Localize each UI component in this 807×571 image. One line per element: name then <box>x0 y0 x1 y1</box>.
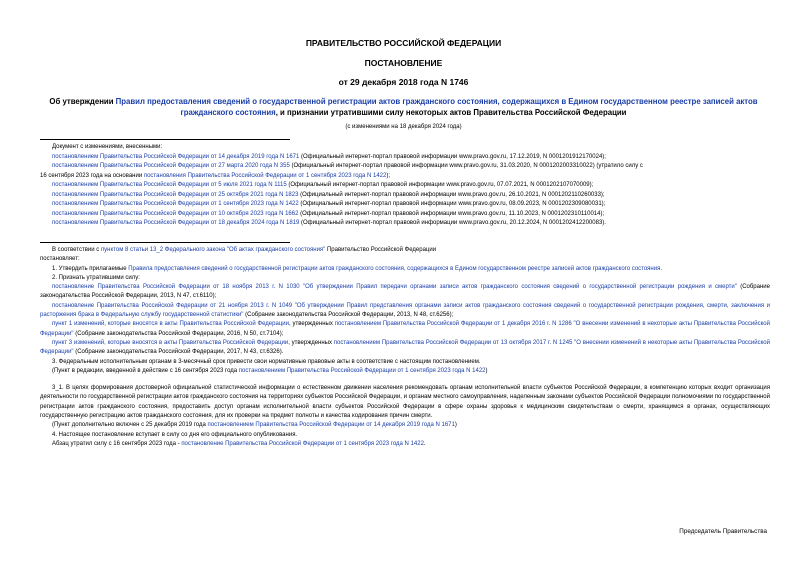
amendment-text: (Официальный интернет-портал правовой информации www.pravo.gov.ru, 26.10.2021, N 0001202110260033); <box>298 191 605 198</box>
date-number-heading: от 29 декабря 2018 года N 1746 <box>338 77 469 87</box>
paragraph-3-1: 3_1. В целях формирования достоверной официальной статистической информации о естественном движении населения рекомендовать органам исполнительной власти субъектов Российской Федерации, в компетенцию которых входит организация деятельности по государственной регистрации актов гражданского состояния на территориях субъектов Российской Федерации, и органам местного самоуправления, наделенным законами субъектов Российской Федерации полномочиями по государственной регистрации актов гражданского состояния, предоставить доступ органам исполнительной власти субъектов Российской Федерации в сфере охраны здоровья к медицинским свидетельствам о смерти, хранящимся в органах, осуществляющих государственную регистрацию актов гражданского состояния, для их проверки на предмет полноты и качества кодирования причин смерти. <box>40 385 770 420</box>
list-item <box>40 181 770 191</box>
document-body <box>40 246 770 449</box>
paragraph-3-1-note <box>40 421 770 430</box>
paragraph-4-note <box>40 440 770 449</box>
paragraph-text: . <box>423 440 426 447</box>
paragraph-text: 1. Утвердить прилагаемые <box>52 265 129 272</box>
paragraph-text: ) <box>454 422 457 429</box>
signature: Председатель Правительства <box>679 528 767 535</box>
amendments-list <box>40 143 770 229</box>
paragraph-repealed-3 <box>40 320 770 339</box>
list-item-continuation <box>40 172 770 182</box>
paragraph-repealed-1 <box>40 283 770 302</box>
amendment-note: (с изменениями на 18 декабря 2024 года) <box>345 124 462 130</box>
paragraph-text: Абзац утратил силу с 16 сентября 2023 года - <box>52 440 182 447</box>
document-title <box>40 96 767 118</box>
amendment-text: (Официальный интернет-портал правовой информации www.pravo.gov.ru, 17.12.2019, N 0001201912170024); <box>299 153 606 160</box>
paragraph-text: (Собрание законодательства Российской Федерации, 2013, N 47, ст.6110); <box>40 284 770 300</box>
amendment-link[interactable]: постановление Правительства Российской Федерации от 1 сентября 2023 года N 1422 <box>181 440 424 447</box>
paragraph-text: . <box>660 265 663 272</box>
paragraph-text: (Собрание законодательства Российской Федерации, 2017, N 43, ст.6326). <box>73 349 284 356</box>
title-suffix: , и признании утратившими силу некоторых актов Правительства Российской Федерации <box>275 108 627 117</box>
paragraph-text: (Собрание законодательства Российской Федерации, 2013, N 48, ст.6256); <box>243 312 454 319</box>
paragraph-repealed-4 <box>40 339 770 358</box>
amendment-text: (Официальный интернет-портал правовой информации www.pravo.gov.ru, 20.12.2024, N 0001202412200083). <box>299 220 606 226</box>
government-heading: ПРАВИТЕЛЬСТВО РОССИЙСКОЙ ФЕДЕРАЦИИ <box>305 38 502 48</box>
repealed-act-link[interactable]: постановление Правительства Российской Федерации от 18 ноября 2013 г. N 1030 "Об утверждении Правил передачи органами записи актов гражданского состояния сведений о государственной регистрации рождения и смерти" <box>52 284 737 291</box>
amendment-text: (Официальный интернет-портал правовой информации www.pravo.gov.ru, 07.07.2021, N 0001202107070009); <box>286 182 594 188</box>
paragraph-text: ) <box>485 367 488 374</box>
paragraph-text: (Пункт дополнительно включен с 25 декабря 2019 года <box>52 422 208 429</box>
repealed-act-link[interactable]: постановлением Правительства Российской Федерации от 1 декабря 2016 г. N 1286 "О внесении изменений в некоторые акты Правительства Российской Федерации" <box>40 321 770 337</box>
paragraph-preamble <box>40 246 770 255</box>
paragraph-1 <box>40 265 770 274</box>
divider-bottom <box>40 242 290 243</box>
repealed-act-link[interactable]: постановление Правительства Российской Федерации от 21 ноября 2013 г. N 1049 "Об утверждении Правил представления органами записи актов гражданского состояния сведений о государственной регистрации рождения, смерти, заключения и расторжения брака в Федеральную службу государственной статистики" <box>40 302 770 319</box>
paragraph-text: (Пункт в редакции, введенной в действие с 16 сентября 2023 года <box>52 367 239 374</box>
divider-top <box>40 139 290 140</box>
amendment-text: (Официальный интернет-портал правовой информации www.pravo.gov.ru, 11.10.2023, N 0001202310110014); <box>298 210 605 217</box>
list-item <box>40 219 770 229</box>
paragraph-3-note <box>40 367 770 376</box>
title-rules-link[interactable]: Правил предоставления сведений о государственной регистрации актов гражданского состояния, содержащихся в Едином государственном реестре записей актов гражданского состояния <box>115 97 758 117</box>
amendment-link[interactable]: постановлением Правительства Российской Федерации от 10 октября 2023 года N 1662 <box>52 210 299 217</box>
federal-law-link[interactable]: пунктом 8 статьи 13_2 Федерального закона "Об актах гражданского состояния" <box>100 247 326 253</box>
amendments-intro: Документ с изменениями, внесенными: <box>52 144 163 150</box>
repealed-act-link[interactable]: пункт 1 изменений, которые вносятся в акты Правительства Российской Федерации <box>52 321 289 328</box>
document-type-heading: ПОСТАНОВЛЕНИЕ <box>364 58 443 68</box>
amendment-link[interactable]: постановлением Правительства Российской Федерации от 25 октября 2021 года N 1823 <box>52 191 299 198</box>
paragraph-text: В соответствии с <box>52 247 101 253</box>
list-item <box>40 200 770 210</box>
repealed-act-link[interactable]: пункт 3 изменений, которые вносятся в акты Правительства Российской Федерации <box>52 339 289 346</box>
amendment-link[interactable]: постановлением Правительства Российской Федерации от 1 сентября 2023 года N 1422 <box>52 201 299 207</box>
amendment-link[interactable]: постановлением Правительства Российской Федерации от 14 декабря 2019 года N 1671 <box>52 153 300 160</box>
paragraph-repealed-2 <box>40 302 770 321</box>
paragraph-3: 3. Федеральным исполнительным органам в 3-месячный срок привести свои нормативные правовые акты в соответствие с настоящим постановлением. <box>52 358 481 365</box>
repealed-act-link[interactable]: постановлением Правительства Российской Федерации от 13 октября 2017 г. N 1245 "О внесении изменений в некоторые акты Правительства Российской Федерации" <box>40 339 770 356</box>
amendment-link[interactable]: постановления Правительства Российской Федерации от 1 сентября 2023 года N 1422 <box>143 172 387 179</box>
amendment-text: (Официальный интернет-портал правовой информации www.pravo.gov.ru, 31.03.2020, N 0001202003310022) (утратило силу с <box>289 163 643 169</box>
amendment-link[interactable]: постановлением Правительства Российской Федерации от 5 июля 2021 года N 1115 <box>52 182 287 188</box>
paragraph-text: , утвержденных <box>288 339 334 346</box>
paragraph-2: 2. Признать утратившими силу: <box>52 274 140 281</box>
amendment-link[interactable]: постановлением Правительства Российской Федерации от 1 сентября 2023 года N 1422 <box>238 367 486 374</box>
list-item <box>40 153 770 163</box>
list-item <box>40 162 770 172</box>
paragraph-4: 4. Настоящее постановление вступает в силу со дня его официального опубликования. <box>52 431 298 438</box>
title-prefix: Об утверждении <box>49 97 116 106</box>
amendment-link[interactable]: постановлением Правительства Российской Федерации от 27 марта 2020 года N 355 <box>52 163 290 169</box>
amendment-text: 16 сентября 2023 года на основании <box>40 172 144 179</box>
list-item <box>40 191 770 201</box>
list-item <box>40 210 770 220</box>
amendment-link[interactable]: постановлением Правительства Российской Федерации от 18 декабря 2024 года N 1819 <box>52 220 300 226</box>
amendment-text: ); <box>386 172 391 179</box>
paragraph-text: , утвержденных <box>288 321 335 328</box>
amendment-text: (Официальный интернет-портал правовой информации www.pravo.gov.ru, 08.09.2023, N 0001202309080031); <box>298 201 606 207</box>
rules-link[interactable]: Правила предоставления сведений о государственной регистрации актов гражданского состояния, содержащихся в Едином государственном реестре записей актов гражданского состояния <box>128 265 661 272</box>
amendment-link[interactable]: постановлением Правительства Российской Федерации от 14 декабря 2019 года N 1671 <box>207 422 455 429</box>
paragraph-text: (Собрание законодательства Российской Федерации, 2016, N 50, ст.7104); <box>73 330 284 337</box>
spacer <box>40 376 770 384</box>
paragraph-text: Правительство Российской Федерации <box>325 247 437 253</box>
paragraph-decree: постановляет: <box>40 256 80 263</box>
